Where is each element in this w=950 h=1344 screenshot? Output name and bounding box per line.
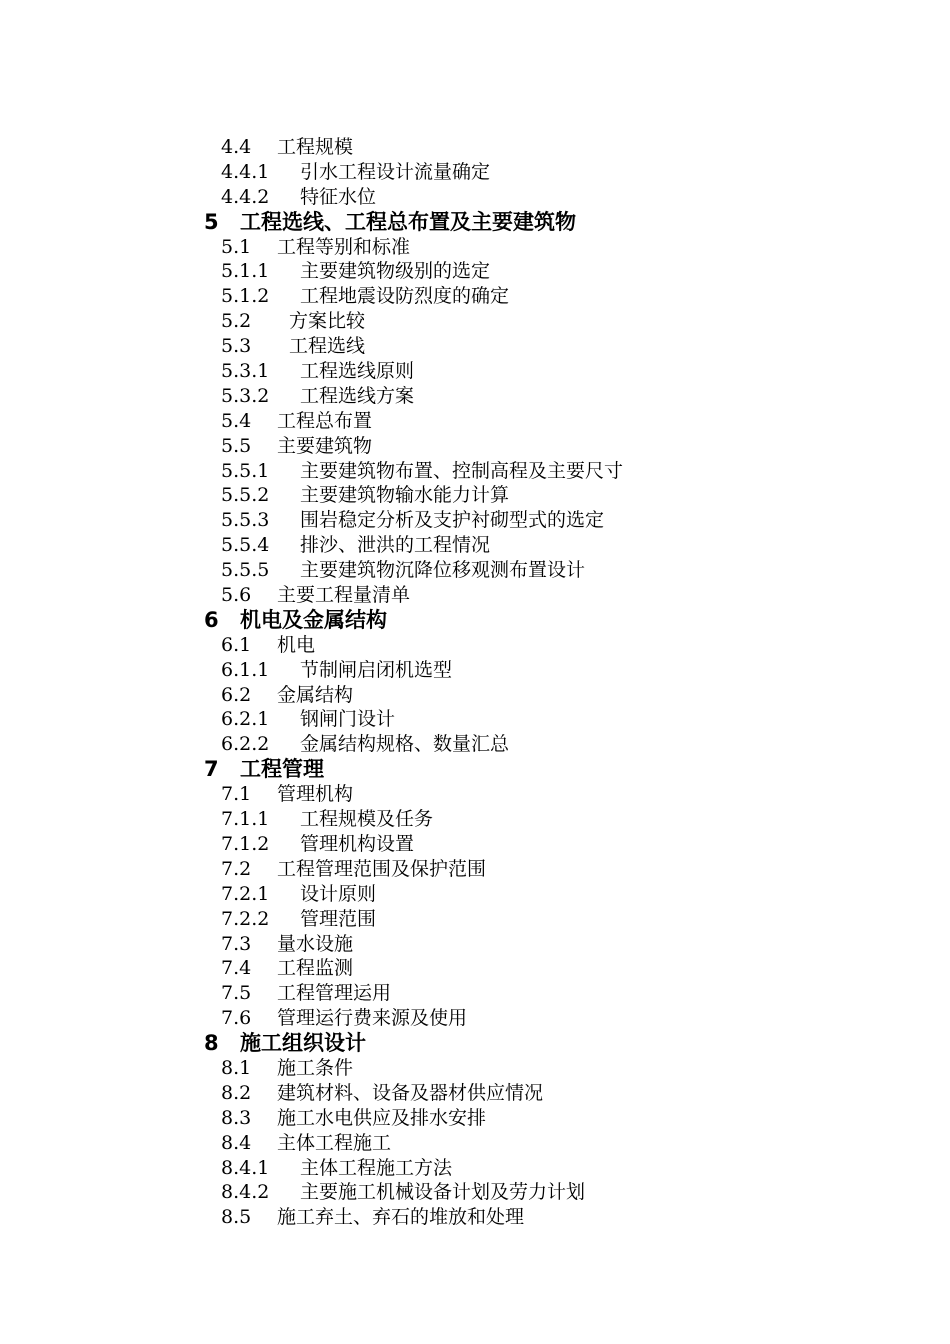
toc-entry [0, 1131, 950, 1156]
toc-entry-number: 5.4 [221, 409, 252, 432]
toc-entry-number: 7 [204, 757, 219, 782]
toc-entry-title: 金属结构规格、数量汇总 [300, 733, 510, 756]
toc-entry-title: 工程管理范围及保护范围 [277, 857, 487, 880]
toc-entry-number: 6.2.1 [221, 708, 270, 731]
toc-entry [0, 633, 950, 658]
toc-entry-number: 7.6 [221, 1007, 252, 1030]
toc-entry-title: 主要工程量清单 [277, 584, 411, 607]
toc-entry [0, 1056, 950, 1081]
toc-entry-number: 6.1.1 [221, 658, 270, 681]
toc-entry-title: 主要施工机械设备计划及劳力计划 [300, 1181, 586, 1204]
toc-entry [0, 533, 950, 558]
toc-entry-number: 6.1 [221, 633, 252, 656]
toc-entry [0, 1006, 950, 1031]
toc-entry-number: 5 [204, 209, 219, 234]
toc-entry-number: 7.2.2 [221, 907, 270, 930]
toc-entry-title: 施工弃土、弃石的堆放和处理 [277, 1206, 525, 1229]
toc-entry-title: 管理机构 [277, 783, 354, 806]
toc-entry [0, 1180, 950, 1205]
toc-entry-title: 主要建筑物级别的选定 [300, 260, 491, 283]
toc-entry-title: 机电 [277, 633, 316, 656]
toc-entry-title: 主要建筑物输水能力计算 [300, 484, 510, 507]
toc-entry [0, 882, 950, 907]
toc-entry-number: 6.2.2 [221, 733, 270, 756]
toc-entry-number: 6.2 [221, 683, 252, 706]
toc-entry-title: 工程监测 [277, 957, 354, 980]
toc-entry-title: 主要建筑物 [277, 434, 373, 457]
toc-entry-title: 工程规模及任务 [300, 808, 434, 831]
toc-entry-number: 5.5.2 [221, 484, 270, 507]
toc-entry-title: 施工水电供应及排水安排 [277, 1106, 487, 1129]
toc-chapter-heading [0, 1031, 950, 1056]
toc-entry-number: 5.1.1 [221, 260, 270, 283]
toc-entry-number: 7.4 [221, 957, 252, 980]
toc-entry-number: 4.4.2 [221, 185, 270, 208]
toc-entry [0, 185, 950, 210]
toc-entry [0, 1156, 950, 1181]
toc-entry-number: 5.3.1 [221, 360, 270, 383]
toc-entry-title: 引水工程设计流量确定 [300, 160, 491, 183]
toc-entry-title: 工程地震设防烈度的确定 [300, 285, 510, 308]
toc-entry-title: 主要建筑物沉降位移观测布置设计 [300, 559, 586, 582]
toc-entry-title: 工程管理 [240, 757, 324, 782]
table-of-contents [0, 135, 950, 1230]
toc-entry-number: 5.5.1 [221, 459, 270, 482]
toc-entry [0, 409, 950, 434]
toc-entry-title: 方案比较 [289, 310, 366, 333]
toc-entry-title: 设计原则 [300, 882, 377, 905]
toc-entry [0, 459, 950, 484]
toc-entry-number: 7.3 [221, 932, 252, 955]
toc-entry-number: 7.2 [221, 857, 252, 880]
toc-entry [0, 284, 950, 309]
toc-entry-number: 5.2 [221, 310, 252, 333]
toc-entry-number: 5.5.5 [221, 559, 270, 582]
toc-entry [0, 309, 950, 334]
toc-entry-number: 8.3 [221, 1106, 252, 1129]
toc-entry-number: 7.1.2 [221, 832, 270, 855]
toc-entry-number: 5.3.2 [221, 384, 270, 407]
toc-entry [0, 807, 950, 832]
toc-entry-number: 8.4.1 [221, 1156, 270, 1179]
toc-entry-title: 钢闸门设计 [300, 708, 396, 731]
toc-entry-number: 4.4 [221, 136, 252, 158]
toc-entry-number: 8.4.2 [221, 1181, 270, 1204]
toc-entry-title: 主要建筑物布置、控制高程及主要尺寸 [300, 459, 624, 482]
toc-entry [0, 558, 950, 583]
toc-entry [0, 782, 950, 807]
toc-entry-title: 主体工程施工 [277, 1131, 392, 1154]
toc-entry-number: 7.1 [221, 783, 252, 806]
toc-chapter-heading [0, 757, 950, 782]
toc-entry-number: 5.1 [221, 235, 252, 258]
toc-entry [0, 434, 950, 459]
toc-entry [0, 235, 950, 260]
toc-entry-title: 建筑材料、设备及器材供应情况 [277, 1081, 544, 1104]
toc-entry-number: 8 [204, 1031, 219, 1056]
toc-entry [0, 658, 950, 683]
toc-entry [0, 334, 950, 359]
toc-entry [0, 1205, 950, 1230]
toc-entry [0, 857, 950, 882]
toc-entry-title: 管理运行费来源及使用 [277, 1007, 468, 1030]
toc-entry-number: 8.4 [221, 1131, 252, 1154]
toc-entry [0, 1081, 950, 1106]
toc-entry [0, 384, 950, 409]
toc-entry-title: 管理机构设置 [300, 832, 415, 855]
toc-entry-number: 5.5 [221, 434, 252, 457]
toc-entry-title: 工程选线方案 [300, 384, 415, 407]
toc-entry-number: 8.1 [221, 1056, 252, 1079]
toc-chapter-heading [0, 608, 950, 633]
toc-entry-title: 工程选线 [289, 335, 366, 358]
toc-entry [0, 583, 950, 608]
toc-entry-title: 特征水位 [300, 185, 377, 208]
toc-entry-title: 主体工程施工方法 [300, 1156, 453, 1179]
toc-entry [0, 907, 950, 932]
toc-entry-title: 施工条件 [277, 1056, 354, 1079]
toc-entry-number: 7.1.1 [221, 808, 270, 831]
toc-entry [0, 135, 950, 160]
toc-entry-title: 量水设施 [277, 932, 354, 955]
toc-entry [0, 832, 950, 857]
toc-entry [0, 981, 950, 1006]
toc-entry-title: 围岩稳定分析及支护衬砌型式的选定 [300, 509, 605, 532]
toc-entry-number: 8.2 [221, 1081, 252, 1104]
toc-entry-title: 工程管理运用 [277, 982, 392, 1005]
toc-entry-title: 排沙、泄洪的工程情况 [300, 534, 491, 557]
toc-entry [0, 707, 950, 732]
toc-entry-number: 5.6 [221, 584, 252, 607]
toc-entry-number: 7.5 [221, 982, 252, 1005]
toc-entry [0, 932, 950, 957]
toc-entry [0, 508, 950, 533]
toc-entry-title: 工程规模 [277, 136, 354, 158]
toc-entry [0, 259, 950, 284]
toc-entry-number: 7.2.1 [221, 882, 270, 905]
toc-entry [0, 359, 950, 384]
toc-entry-number: 8.5 [221, 1206, 252, 1229]
toc-chapter-heading [0, 210, 950, 235]
toc-entry [0, 483, 950, 508]
toc-entry-number: 5.5.3 [221, 509, 270, 532]
toc-entry-title: 工程等别和标准 [277, 235, 411, 258]
toc-entry-title: 施工组织设计 [240, 1031, 366, 1056]
toc-entry-number: 6 [204, 607, 219, 632]
toc-entry [0, 732, 950, 757]
toc-entry-title: 金属结构 [277, 683, 354, 706]
toc-entry-title: 工程总布置 [277, 409, 373, 432]
toc-entry-number: 4.4.1 [221, 160, 270, 183]
toc-entry-number: 5.5.4 [221, 534, 270, 557]
toc-entry [0, 160, 950, 185]
toc-entry-title: 管理范围 [300, 907, 377, 930]
toc-entry-title: 工程选线原则 [300, 360, 415, 383]
toc-entry-number: 5.3 [221, 335, 252, 358]
toc-entry-title: 节制闸启闭机选型 [300, 658, 453, 681]
toc-entry [0, 1106, 950, 1131]
toc-entry-title: 工程选线、工程总布置及主要建筑物 [240, 209, 576, 234]
toc-entry [0, 956, 950, 981]
toc-entry-number: 5.1.2 [221, 285, 270, 308]
toc-entry [0, 683, 950, 708]
toc-entry-title: 机电及金属结构 [240, 607, 387, 632]
